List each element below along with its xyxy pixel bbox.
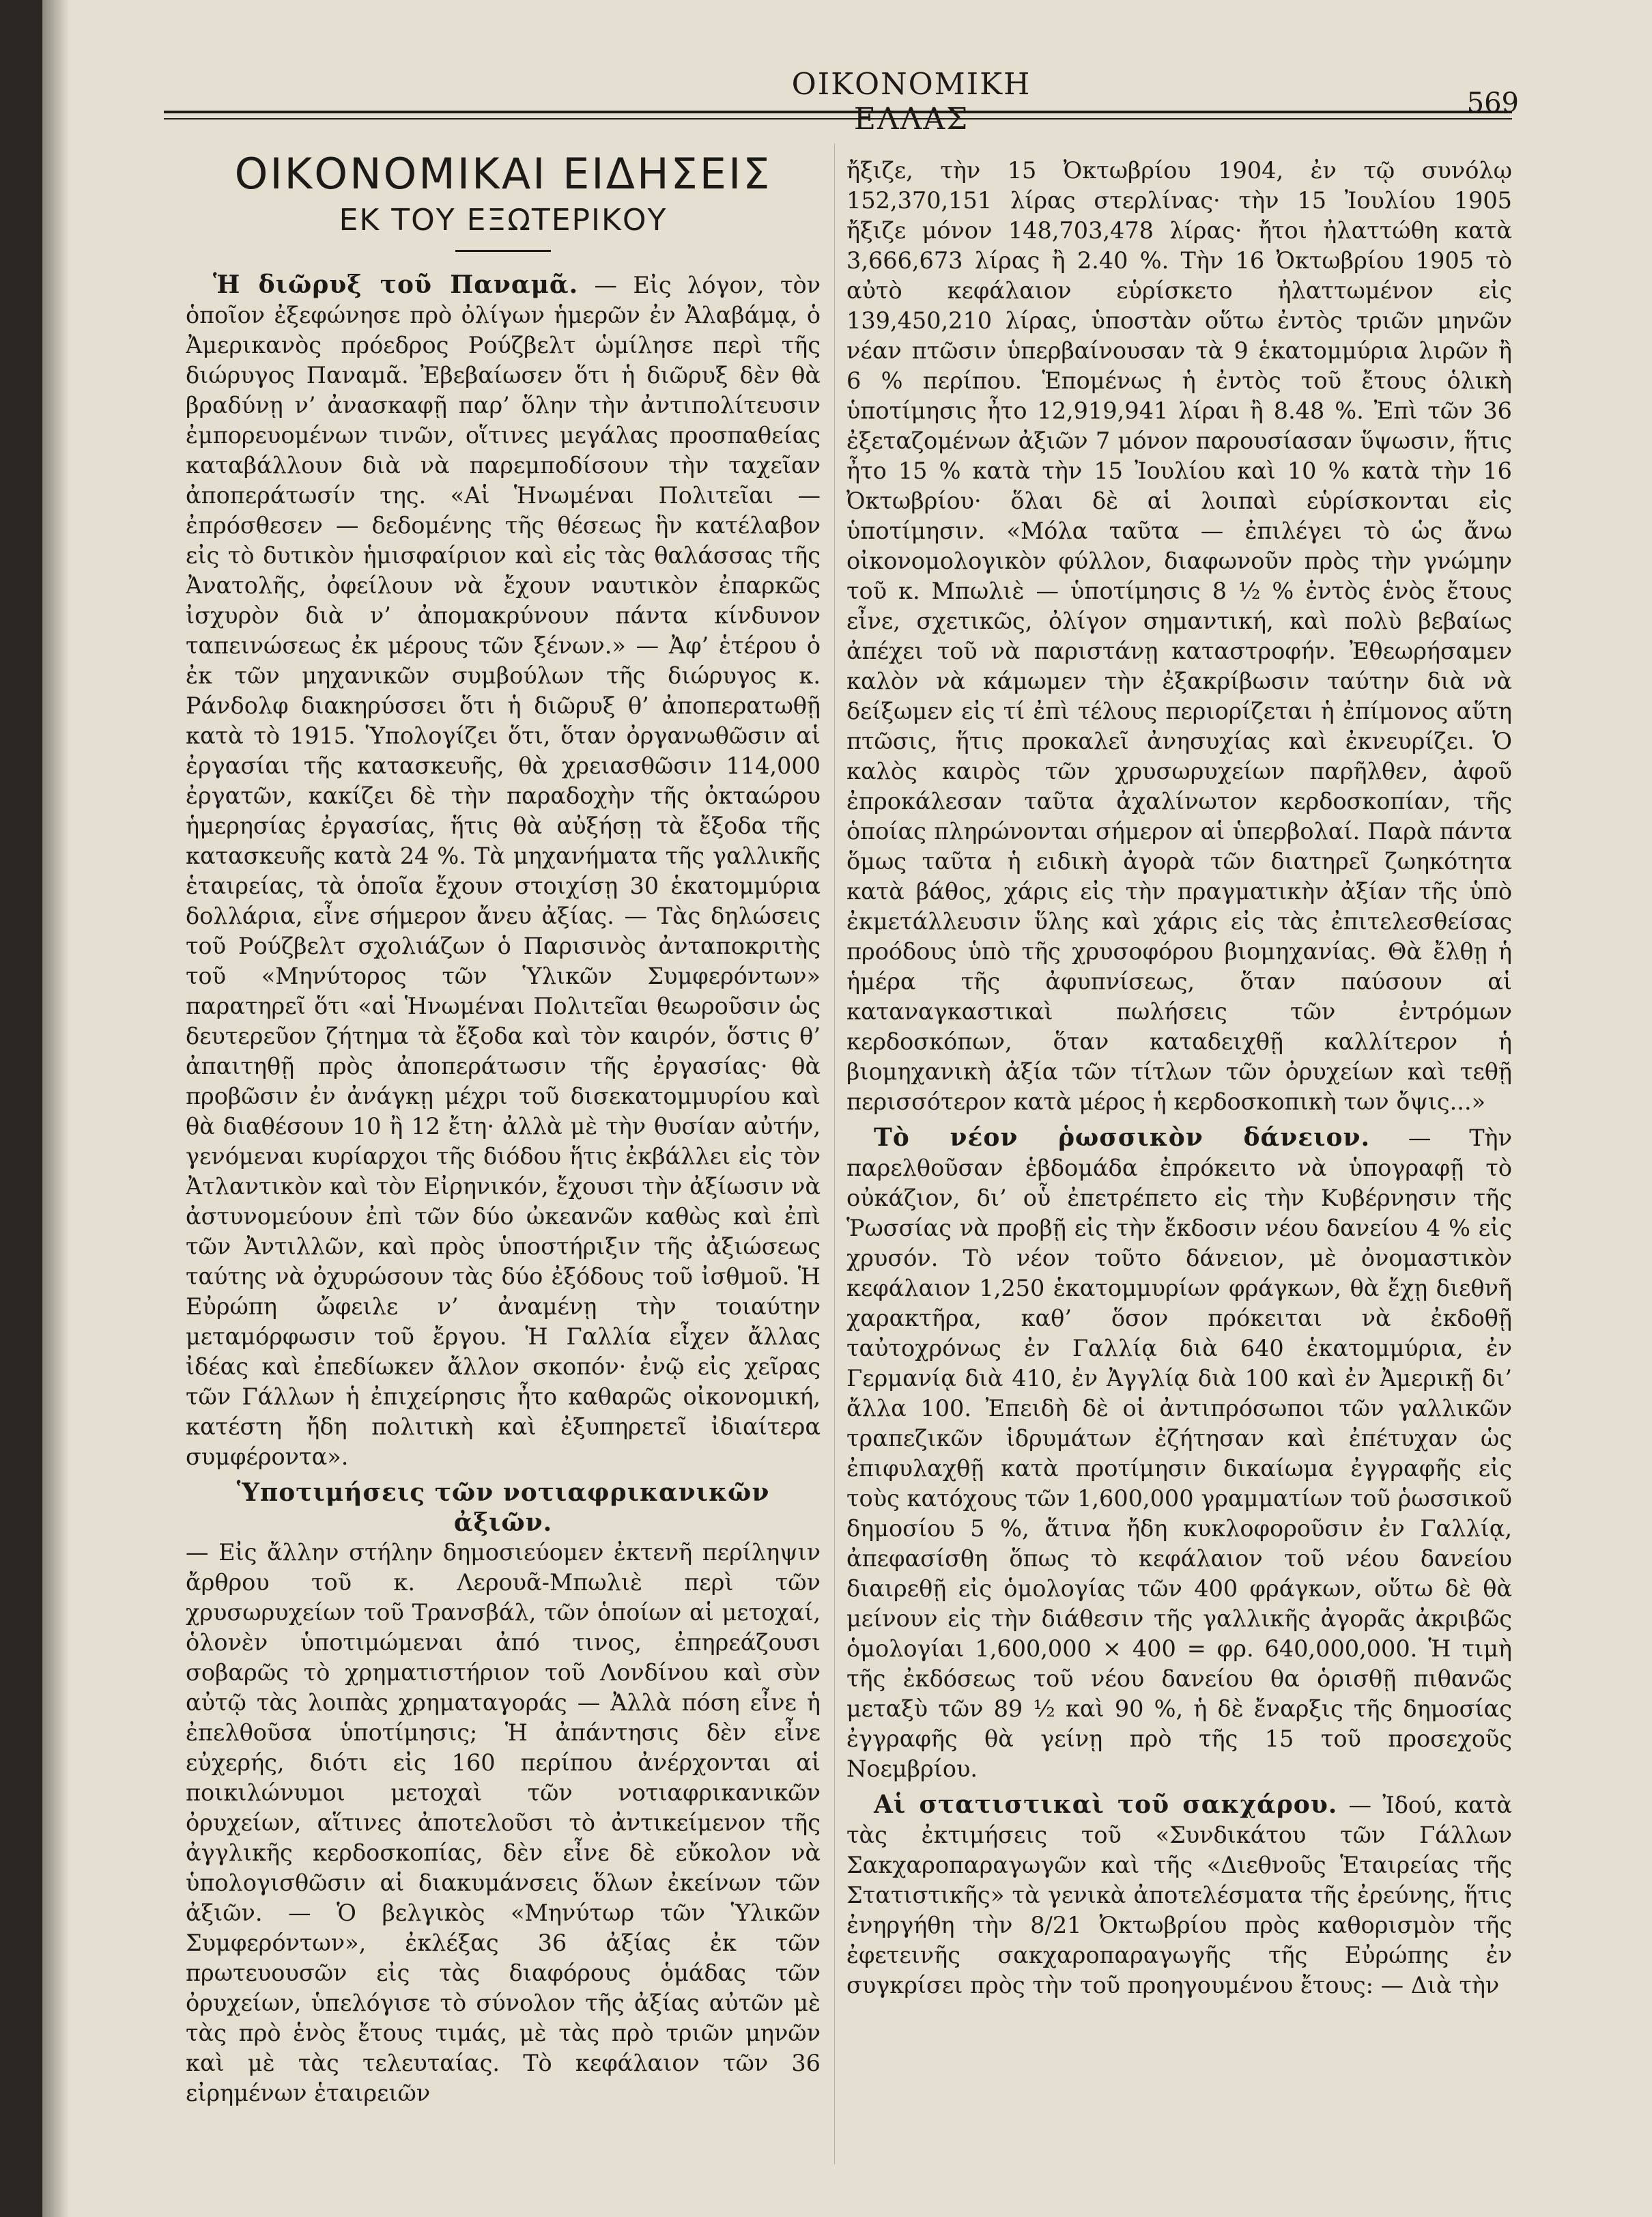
column-divider <box>834 143 835 2164</box>
article-russian-loan <box>846 1122 1512 1784</box>
article-body: — Τὴν παρελθοῦσαν ἑβδομάδα ἐπρόκειτο νὰ ὑπογραφῇ τὸ οὐκάζιον, δι’ οὗ ἐπετρέπετο εἰς τὴν Κυβέρνησιν τῆς Ῥωσσίας νὰ προβῇ εἰς τὴν ἔκδοσιν νέου δανείου 4 % εἰς χρυσόν. Τὸ νέον τοῦτο δάνειον, μὲ ὀνομαστικὸν κεφάλαιον 1,250 ἑκατομμυρίων φράγκων, θὰ ἔχῃ διεθνῆ χαρακτῆρα, καθ’ ὅσον πρόκειται νὰ ἐκδοθῇ ταὐτοχρόνως ἐν Γαλλίᾳ διὰ 640 ἑκατομμύρια, ἐν Γερμανίᾳ διὰ 410, ἐν Ἀγγλίᾳ διὰ 100 καὶ ἐν Ἀμερικῇ δι’ ἄλλα 100. Ἐπειδὴ δὲ οἱ ἀντιπρόσωποι τῶν γαλλικῶν τραπεζικῶν ἱδρυμάτων ἐζήτησαν καὶ ἐπέτυχαν ὡς ἐπιφυλαχθῇ κατὰ προτίμησιν δικαίωμα ἐγγραφῆς εἰς τοὺς κατόχους τῶν 1,600,000 γραμματίων τοῦ ῥωσσικοῦ δημοσίου 5 %, ἅτινα ἤδη κυκλοφοροῦσιν ἐν Γαλλίᾳ, ἀπεφασίσθη ὅπως τὸ κεφάλαιον τοῦ νέου δανείου διαιρεθῇ εἰς ὁμολογίας τῶν 400 φράγκων, οὕτω δὲ θὰ μείνουν εἰς τὴν διάθεσιν τῆς γαλλικῆς ἀγορᾶς ἀκριβῶς ὁμολογίαι 1,600,000 × 400 = φρ. 640,000,000. Ἡ τιμὴ τῆς ἐκδόσεως τοῦ νέου δανείου θα ὁρισθῇ πιθανῶς μεταξὺ τῶν 89 ½ καὶ 90 %, ἡ δὲ ἔναρξις τῆς δημοσίας ἐγγραφῆς θὰ γείνῃ πρὸ τῆς 15 τοῦ προσεχοῦς Νοεμβρίου. <box>846 1125 1512 1782</box>
header-rule-thin <box>164 118 1512 119</box>
article-panama-canal <box>186 270 821 1472</box>
article-body: — Εἰς λόγον, τὸν ὁποῖον ἐξεφώνησε πρὸ ὀλίγων ἡμερῶν ἐν Ἀλαβάμᾳ, ὁ Ἀμερικανὸς πρόεδρος Ρούζβελτ ὡμίλησε περὶ τῆς διώρυγος Παναμᾶ. Ἐβεβαίωσεν ὅτι ἡ διῶρυξ δὲν θὰ βραδύνῃ ν’ ἀνασκαφῇ παρ’ ὅλην τὴν ἀντιπολίτευσιν ἐμπορευομένων τινῶν, οἵτινες μεγάλας προσπαθείας καταβάλλουν διὰ νὰ παρεμποδίσουν τὴν ταχεῖαν ἀποπεράτωσίν της. «Αἱ Ἡνωμέναι Πολιτεῖαι — ἐπρόσθεσεν — δεδομένης τῆς θέσεως ἣν κατέλαβον εἰς τὸ δυτικὸν ἡμισφαίριον καὶ εἰς τὰς θαλάσσας τῆς Ἀνατολῆς, ὀφείλουν νὰ ἔχουν ναυτικὸν ἐπαρκῶς ἰσχυρὸν διὰ ν’ ἀπομακρύνουν πάντα κίνδυνον ταπεινώσεως ἐκ μέρους τῶν ξένων.» — Ἀφ’ ἑτέρου ὁ ἐκ τῶν μηχανικῶν συμβούλων τῆς διώρυγος κ. Ράνδολφ διακηρύσσει ὅτι ἡ διῶρυξ θ’ ἀποπερατωθῇ κατὰ τὸ 1915. Ὑπολογίζει ὅτι, ὅταν ὀργανωθῶσιν αἱ ἐργασίαι τῆς κατασκευῆς, θὰ χρειασθῶσιν 114,000 ἐργατῶν, κακίζει δὲ τὴν παραδοχὴν τῆς ὀκταώρου ἡμερησίας ἐργασίας, ἥτις θὰ αὐξήσῃ τὰ ἔξοδα τῆς κατασκευῆς κατὰ 24 %. Τὰ μηχανήματα τῆς γαλλικῆς ἑταιρείας, τὰ ὁποῖα ἔχουν στοιχίσῃ 30 ἑκατομμύρια δολλάρια, εἶνε σήμερον ἄνευ ἀξίας. — Τὰς δηλώσεις τοῦ Ρούζβελτ σχολιάζων ὁ Παρισινὸς ἀνταποκριτὴς τοῦ «Μηνύτορος τῶν Ὑλικῶν Συμφερόντων» παρατηρεῖ ὅτι «αἱ Ἡνωμέναι Πολιτεῖαι θεωροῦσιν ὡς δευτερεῦον ζήτημα τὰ ἔξοδα καὶ τὸν καιρόν, ὅστις θ’ ἀπαιτηθῇ πρὸς ἀποπεράτωσιν τῆς ἐργασίας· θὰ προβῶσιν ἐν ἀνάγκῃ μέχρι τοῦ δισεκατομμυρίου καὶ θὰ διαθέσουν 10 ἢ 12 ἔτη· ἀλλὰ μὲ τὴν θυσίαν αὐτήν, γενόμεναι κυρίαρχοι τῆς διόδου ἥτις ἐκβάλλει εἰς τὸν Ἀτλαντικὸν καὶ τὸν Εἰρηνικόν, ἔχουσι τὴν ἀξίωσιν νὰ ἀστυνομεύουν ἐπὶ τῶν δύο ὠκεανῶν καθὼς καὶ ἐπὶ τῶν Ἀντιλλῶν, καὶ πρὸς ὑποστήριξιν τῆς ἀξιώσεως ταύτης νὰ ὀχυρώσουν τὰς δύο ἐξόδους τοῦ ἰσθμοῦ. Ἡ Εὐρώπη ὤφειλε ν’ ἀναμένῃ τὴν τοιαύτην μεταμόρφωσιν τοῦ ἔργου. Ἡ Γαλλία εἶχεν ἄλλας ἰδέας καὶ ἐπεδίωκεν ἄλλον σκοπόν· ἐνῷ εἰς χεῖρας τῶν Γάλλων ἡ ἐπιχείρησις ἦτο καθαρῶς οἰκονομική, κατέστη ἤδη πολιτικὴ καὶ ἐξυπηρετεῖ ἰδιαίτερα συμφέροντα». <box>186 272 821 1470</box>
page-number: 569 <box>1466 87 1519 119</box>
article-heading: Αἱ στατιστικαὶ τοῦ σακχάρου. <box>874 1790 1338 1819</box>
left-column <box>186 137 821 2171</box>
article-body: — Ἰδού, κατὰ τὰς ἐκτιμήσεις τοῦ «Συνδικάτου τῶν Γάλλων Σακχαροπαραγωγῶν καὶ τῆς «Διεθνοῦς Ἑταιρείας τῆς Στατιστικῆς» τὰ γενικὰ ἀποτελέσματα τῆς ἐρεύνης, ἥτις ἐνηργήθη τὴν 8/21 Ὀκτωβρίου πρὸς καθορισμὸν τῆς ἐφετεινῆς σακχαροπαραγωγῆς τῆς Εὐρώπης ἐν συγκρίσει πρὸς τὴν τοῦ προηγουμένου ἔτους: — Διὰ τὴν <box>846 1792 1512 1999</box>
header-rule <box>164 111 1512 113</box>
article-body: ἤξιζε, τὴν 15 Ὀκτωβρίου 1904, ἐν τῷ συνόλῳ 152,370,151 λίρας στερλίνας· τὴν 15 Ἰουλίου 1905 ἤξιζε μόνον 148,703,478 λίρας· ἤτοι ἠλαττώθη κατὰ 3,666,673 λίρας ἢ 2.40 %. Τὴν 16 Ὀκτωβρίου 1905 τὸ αὐτὸ κεφάλαιον εὑρίσκετο ἠλαττωμένον εἰς 139,450,210 λίρας, ὑποστὰν οὕτω ἐντὸς τριῶν μηνῶν νέαν πτῶσιν ὑπερβαίνουσαν τὰ 9 ἑκατομμύρια λιρῶν ἢ 6 % περίπου. Ἑπομένως ἡ ἐντὸς τοῦ ἔτους ὁλικὴ ὑποτίμησις ἦτο 12,919,941 λίραι ἢ 8.48 %. Ἐπὶ τῶν 36 ἐξεταζομένων ἀξιῶν 7 μόνον παρουσίασαν ὕψωσιν, ἥτις ἦτο 15 % κατὰ τὴν 15 Ἰουλίου καὶ 10 % κατὰ τὴν 16 Ὀκτωβρίου· ὅλαι δὲ αἱ λοιπαὶ εὑρίσκονται εἰς ὑποτίμησιν. «Μόλα ταῦτα — ἐπιλέγει τὸ ὡς ἄνω οἰκονομολογικὸν φύλλον, διαφωνοῦν πρὸς τὴν γνώμην τοῦ κ. Μπωλιὲ — ὑποτίμησις 8 ½ % ἐντὸς ἑνὸς ἔτους εἶνε, σχετικῶς, ὀλίγον σημαντική, καὶ πολὺ βεβαίως ἀπέχει τοῦ νὰ παριστάνῃ καταστροφήν. Ἐθεωρήσαμεν καλὸν νὰ κάμωμεν τὴν ἐξακρίβωσιν ταύτην διὰ νὰ δείξωμεν εἰς τί ἐπὶ τέλους περιορίζεται ἡ ἐπίμονος αὕτη πτῶσις, ἥτις προκαλεῖ ἀνησυχίας καὶ ἐκνευρίζει. Ὁ καλὸς καιρὸς τῶν χρυσωρυχείων παρῆλθεν, ἀφοῦ ἐπροκάλεσαν ταῦτα ἀχαλίνωτον κερδοσκοπίαν, τῆς ὁποίας πληρώνονται σήμερον αἱ ὑπερβολαί. Παρὰ πάντα ὅμως ταῦτα ἡ ειδικὴ ἀγορὰ τῶν διατηρεῖ ζωηκότητα κατὰ βάθος, χάρις εἰς τὴν πραγματικὴν ἀξίαν τῆς ὑπὸ ἐκμετάλλευσιν ὕλης καὶ χάρις εἰς τὰς ἐπιτελεσθείσας προόδους ὑπὸ τῆς χρυσοφόρου βιομηχανίας. Θὰ ἔλθῃ ἡ ἡμέρα τῆς ἀφυπνίσεως, ὅταν παύσουν αἱ καταναγκαστικαὶ πωλήσεις τῶν ἐντρόμων κερδοσκόπων, ὅταν καταδειχθῇ καλλίτερον ἡ βιομηχανικὴ ἀξία τῶν τίτλων τῶν ὀρυχείων καὶ τεθῇ περισσότερον κατὰ μέρος ἡ κερδοσκοπικὴ των ὄψις...» <box>846 157 1512 1115</box>
binding-shadow <box>42 0 70 2217</box>
title-rule <box>455 250 551 252</box>
article-heading: Ὑποτιμήσεις τῶν νοτιαφρικανικῶν ἀξιῶν. <box>236 1478 770 1537</box>
article-south-african-shares <box>186 1478 821 2108</box>
running-title: ΟΙΚΟΝΟΜΙΚΗ ΕΛΛΑΣ <box>791 67 1031 137</box>
article-sugar-statistics <box>846 1790 1512 2001</box>
right-column <box>846 156 1512 2190</box>
section-subtitle: ΕΚ ΤΟΥ ΕΞΩΤΕΡΙΚΟΥ <box>339 203 668 238</box>
article-body: — Εἰς ἄλλην στήλην δημοσιεύομεν ἐκτενῆ περίληψιν ἄρθρου τοῦ κ. Λερουᾶ-Μπωλιὲ περὶ τῶν χρυσωρυχείων τοῦ Τρανσβάλ, τῶν ὁποίων αἱ μετοχαί, ὁλονὲν ὑποτιμώμεναι ἀπό τινος, ἐπηρεάζουσι σοβαρῶς τὸ χρηματιστήριον τοῦ Λονδίνου καὶ σὺν αὐτῷ τὰς λοιπὰς χρηματαγοράς — Ἀλλὰ πόση εἶνε ἡ ἐπελθοῦσα ὑποτίμησις; Ἡ ἀπάντησις δὲν εἶνε εὐχερής, διότι εἰς 160 περίπου ἀνέρχονται αἱ ποικιλώνυμοι μετοχαὶ τῶν νοτιαφρικανικῶν ὀρυχείων, αἵτινες ἀποτελοῦσι τὸ ἀντικείμενον τῆς ἀγγλικῆς κερδοσκοπίας, δὲν εἶνε δὲ εὔκολον νὰ ὑπολογισθῶσιν αἱ διακυμάνσεις ὅλων ἐκείνων τῶν ἀξιῶν. — Ὁ βελγικὸς «Μηνύτωρ τῶν Ὑλικῶν Συμφερόντων», ἐκλέξας 36 ἀξίας ἐκ τῶν πρωτευουσῶν εἰς τὰς διαφόρους ὁμάδας τῶν ὀρυχείων, ὑπελόγισε τὸ σύνολον τῆς ἀξίας αὐτῶν μὲ τὰς πρὸ ἑνὸς ἔτους τιμάς, μὲ τὰς πρὸ τριῶν μηνῶν καὶ μὲ τὰς τελευταίας. Τὸ κεφάλαιον τῶν 36 εἰρημένων ἑταιρειῶν <box>186 1539 821 2106</box>
article-heading: Ἡ διῶρυξ τοῦ Παναμᾶ. <box>213 270 579 299</box>
section-title: ΟΙΚΟΝΟΜΙΚΑΙ ΕΙΔΗΣΕΙΣ <box>234 149 772 199</box>
binding-gutter <box>0 0 42 2217</box>
article-heading: Τὸ νέον ῥωσσικὸν δάνειον. <box>874 1123 1371 1152</box>
article-continuation <box>846 156 1512 1117</box>
